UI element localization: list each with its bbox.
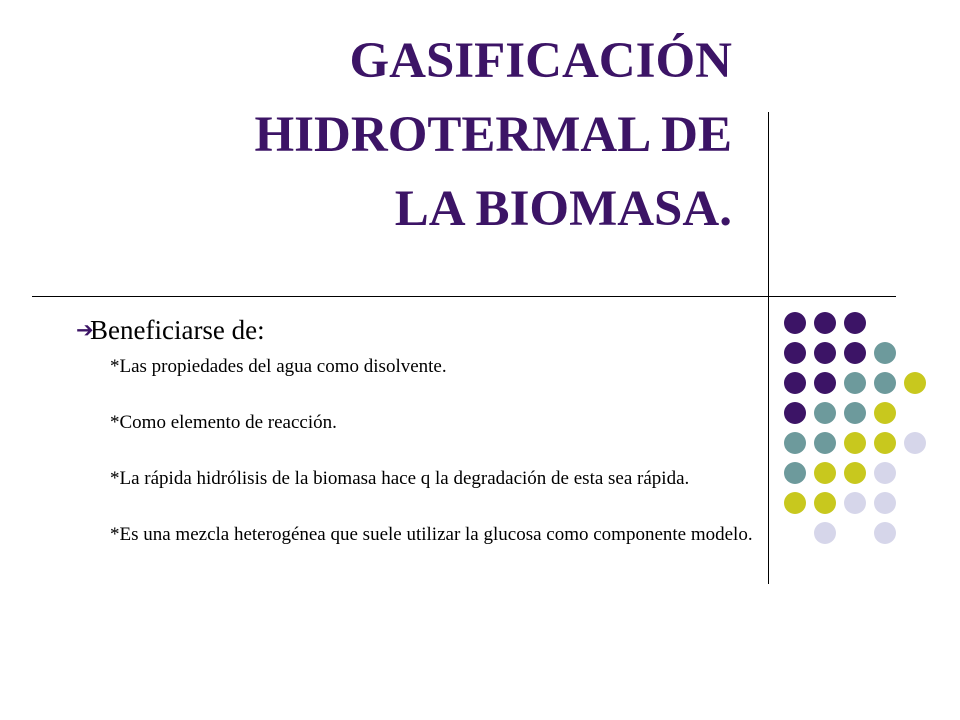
list-item: *Las propiedades del agua como disolvente. [110, 356, 447, 377]
dot-purple [814, 312, 836, 334]
title-line-1: GASIFICACIÓN [349, 33, 732, 89]
dot-purple [844, 342, 866, 364]
dot-purple [814, 372, 836, 394]
dot-teal [874, 372, 896, 394]
dot-yellow [814, 462, 836, 484]
list-item: *Como elemento de reacción. [110, 412, 337, 433]
dot-purple [844, 312, 866, 334]
vertical-divider [768, 112, 769, 584]
dot-yellow [814, 492, 836, 514]
slide-body [76, 310, 756, 580]
dot-lavender [874, 492, 896, 514]
dot-purple [784, 312, 806, 334]
title-line-2: HIDROTERMAL DE [254, 107, 732, 163]
dot-teal [814, 402, 836, 424]
arrow-right-icon: ➔ [76, 318, 94, 342]
dot-yellow [844, 462, 866, 484]
dot-lavender [874, 522, 896, 544]
dot-lavender [904, 432, 926, 454]
dot-purple [784, 372, 806, 394]
dot-teal [784, 462, 806, 484]
dot-yellow [874, 432, 896, 454]
list-item: *Es una mezcla heterogénea que suele utilizar la glucosa como componente modelo. [110, 524, 753, 545]
dot-yellow [874, 402, 896, 424]
dot-purple [784, 402, 806, 424]
dot-teal [844, 372, 866, 394]
dot-lavender [814, 522, 836, 544]
slide-title [92, 24, 732, 246]
dot-yellow [784, 492, 806, 514]
dot-lavender [844, 492, 866, 514]
bullet-list [80, 356, 756, 546]
dot-lavender [874, 462, 896, 484]
dot-purple [814, 342, 836, 364]
lead-bullet [76, 310, 756, 350]
list-item: *La rápida hidrólisis de la biomasa hace q la degradación de esta sea rápida. [110, 468, 690, 489]
dot-teal [814, 432, 836, 454]
title-line-3: LA BIOMASA. [394, 181, 732, 237]
dot-purple [784, 342, 806, 364]
dot-teal [844, 402, 866, 424]
lead-text: Beneficiarse de: [90, 315, 265, 345]
dot-teal [874, 342, 896, 364]
dot-teal [784, 432, 806, 454]
horizontal-divider [32, 296, 896, 297]
dot-yellow [844, 432, 866, 454]
dot-yellow [904, 372, 926, 394]
decorative-dot-grid [784, 312, 944, 552]
